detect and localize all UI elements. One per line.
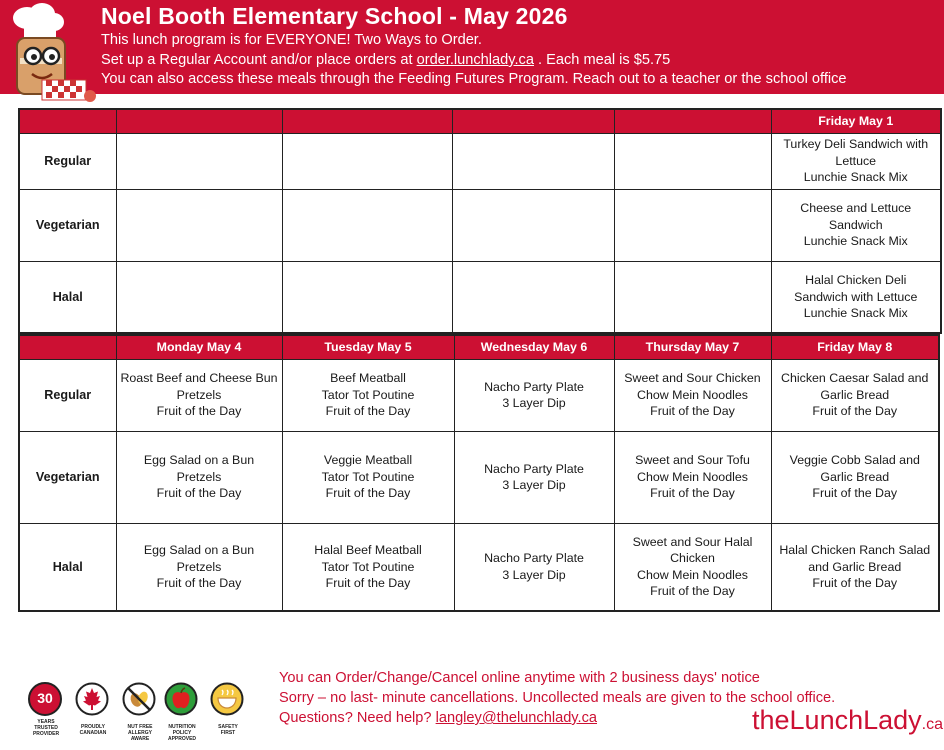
meal-item: Fruit of the Day xyxy=(325,404,411,419)
meal-item: 3 Layer Dip xyxy=(502,478,566,492)
meal-item: Fruit of the Day xyxy=(650,584,735,599)
brand-logo xyxy=(752,705,943,736)
meal-item: 3 Layer Dip xyxy=(502,396,566,410)
badge-caption: CANADIAN xyxy=(79,730,107,736)
week1-row-regular xyxy=(19,133,941,189)
badge-proudly-canadian xyxy=(75,682,111,736)
week1-header-row xyxy=(19,109,941,133)
meal-item: Fruit of the Day xyxy=(325,576,411,590)
meal-item: Chicken xyxy=(670,551,715,566)
week2-menu-table xyxy=(18,334,940,612)
row-label: Vegetarian xyxy=(19,431,116,523)
row-label: Vegetarian xyxy=(19,189,116,261)
row-label: Halal xyxy=(19,261,116,333)
meal-item: Lunchie Snack Mix xyxy=(803,170,908,185)
week1-row-halal xyxy=(19,261,941,333)
meal-item: Beef Meatball xyxy=(330,371,406,386)
meal-cell xyxy=(771,431,939,523)
meal-item: Egg Salad on a Bun xyxy=(143,543,255,557)
meal-item: Cheese and Lettuce xyxy=(800,201,912,216)
meal-item: Fruit of the Day xyxy=(650,404,735,419)
meal-cell xyxy=(614,431,771,523)
certification-badges xyxy=(28,682,248,744)
week1-day-header xyxy=(116,109,282,133)
badge-nutrition-policy xyxy=(164,682,200,742)
badge-caption: APPROVED xyxy=(167,736,197,742)
meal-item: Veggie Cobb Salad and xyxy=(789,453,920,468)
badge-nut-free xyxy=(122,682,158,742)
row-label: Regular xyxy=(19,359,116,431)
meal-cell xyxy=(771,261,941,333)
week1-corner-cell xyxy=(19,109,116,133)
week2-corner-cell xyxy=(19,335,116,359)
meal-cell xyxy=(116,261,282,333)
meal-item: Chow Mein Noodles xyxy=(637,469,748,484)
badge-caption: FIRST xyxy=(220,730,236,736)
meal-cell xyxy=(116,431,282,523)
meal-cell xyxy=(771,133,941,189)
meal-item: Fruit of the Day xyxy=(812,404,898,419)
help-prefix: Questions? Need help? xyxy=(279,710,436,726)
meal-cell xyxy=(282,133,452,189)
brand-tld: .ca xyxy=(921,716,943,733)
badge-caption: PROVIDER xyxy=(32,731,60,737)
badge-caption: PROUDLY xyxy=(81,724,105,730)
meal-cell xyxy=(452,189,614,261)
row-label: Regular xyxy=(19,133,116,189)
maple-leaf-icon xyxy=(75,682,109,716)
header-banner xyxy=(0,0,944,94)
week2-day-header: Thursday May 7 xyxy=(614,335,771,359)
meal-item: and Garlic Bread xyxy=(808,559,902,574)
badge-number: 30 xyxy=(37,690,53,706)
meal-item: Fruit of the Day xyxy=(156,576,242,590)
badge-caption: ALLERGY xyxy=(128,730,152,736)
badge-caption: SAFETY xyxy=(218,724,238,730)
meal-cell xyxy=(454,359,614,431)
apple-icon xyxy=(164,682,198,716)
week2-row-vegetarian xyxy=(19,431,939,523)
meal-cell xyxy=(116,359,282,431)
page-title: Noel Booth Elementary School - May 2026 xyxy=(101,3,568,29)
meal-item: Lunchie Snack Mix xyxy=(803,234,908,249)
meal-cell xyxy=(771,189,941,261)
meal-item: Lunchie Snack Mix xyxy=(803,306,908,320)
badge-caption: YEARS xyxy=(37,719,55,725)
meal-cell xyxy=(614,133,771,189)
safety-bowl-icon xyxy=(210,682,244,716)
badge-caption: NUTRITION xyxy=(168,724,196,730)
meal-cell xyxy=(282,431,454,523)
meal-item: 3 Layer Dip xyxy=(502,567,566,582)
meal-cell xyxy=(771,359,939,431)
meal-item: Tator Tot Poutine xyxy=(321,469,415,484)
meal-cell xyxy=(614,261,771,333)
meal-item: Fruit of the Day xyxy=(156,404,242,419)
meal-item: Sweet and Sour Tofu xyxy=(635,453,750,468)
meal-cell xyxy=(614,359,771,431)
nut-free-icon xyxy=(122,682,156,716)
week1-day-header xyxy=(282,109,452,133)
meal-item: Pretzels xyxy=(176,559,222,574)
meal-item: Pretzels xyxy=(176,469,222,484)
meal-item: Sandwich xyxy=(828,217,883,232)
meal-item: Chicken Caesar Salad and xyxy=(781,371,929,386)
thirty-years-icon xyxy=(28,682,62,716)
meal-cell xyxy=(282,261,452,333)
order-change-notice: You can Order/Change/Cancel online anytime with 2 business days' notice xyxy=(279,670,760,686)
meal-item: Tator Tot Poutine xyxy=(321,387,415,402)
meal-cell xyxy=(454,431,614,523)
meal-item: Egg Salad on a Bun xyxy=(143,453,255,468)
meal-item: Sweet and Sour Halal xyxy=(632,534,753,549)
week2-row-halal xyxy=(19,523,939,611)
meal-item: Sandwich with Lettuce xyxy=(794,289,918,304)
meal-item: Pretzels xyxy=(176,387,222,402)
meal-cell xyxy=(614,523,771,611)
row-label: Halal xyxy=(19,523,116,611)
week1-row-vegetarian xyxy=(19,189,941,261)
meal-cell xyxy=(116,189,282,261)
meal-item: Halal Chicken Deli xyxy=(805,273,907,287)
meal-item: Veggie Meatball xyxy=(323,453,413,468)
order-instructions-prefix: Set up a Regular Account and/or place orders at xyxy=(101,52,417,68)
meal-item: Chow Mein Noodles xyxy=(637,387,748,402)
badge-caption: NUT FREE xyxy=(127,724,153,730)
week1-day-header xyxy=(614,109,771,133)
meal-item: Nacho Party Plate xyxy=(484,379,584,394)
meal-item: Turkey Deli Sandwich with xyxy=(783,137,929,152)
order-link[interactable]: order.lunchlady.ca xyxy=(416,52,534,68)
meal-cell xyxy=(282,359,454,431)
meal-item: Fruit of the Day xyxy=(650,486,735,501)
meal-cell xyxy=(452,133,614,189)
cancellation-policy: Sorry – no last- minute cancellations. Uncollected meals are given to the school office. xyxy=(279,690,836,706)
week2-day-header: Wednesday May 6 xyxy=(454,335,614,359)
week2-day-header: Friday May 8 xyxy=(771,335,939,359)
meal-item: Lettuce xyxy=(835,153,877,168)
help-contact xyxy=(279,710,597,726)
meal-item: Nacho Party Plate xyxy=(484,551,584,566)
badge-caption: AWARE xyxy=(130,736,150,742)
meal-cell xyxy=(116,133,282,189)
badge-trusted-provider xyxy=(28,682,64,737)
week1-day-header: Friday May 1 xyxy=(771,109,941,133)
badge-caption: TRUSTED xyxy=(34,725,58,731)
program-intro: This lunch program is for EVERYONE! Two Ways to Order. xyxy=(101,32,482,48)
meal-cell xyxy=(771,523,939,611)
meal-item: Garlic Bread xyxy=(820,469,890,484)
week2-row-regular xyxy=(19,359,939,431)
meal-item: Fruit of the Day xyxy=(812,576,898,590)
week1-menu-table xyxy=(18,108,942,334)
meal-price: . Each meal is $5.75 xyxy=(533,52,671,68)
badge-safety-first xyxy=(210,682,246,736)
badge-caption: POLICY xyxy=(172,730,192,736)
week2-day-header: Tuesday May 5 xyxy=(282,335,454,359)
meal-item: Roast Beef and Cheese Bun xyxy=(120,371,278,386)
meal-item: Nacho Party Plate xyxy=(484,461,584,476)
meal-item: Chow Mein Noodles xyxy=(637,567,748,582)
meal-item: Garlic Bread xyxy=(820,387,890,402)
meal-cell xyxy=(116,523,282,611)
meal-item: Fruit of the Day xyxy=(156,486,242,501)
meal-cell xyxy=(452,261,614,333)
meal-item: Halal Chicken Ranch Salad xyxy=(779,543,931,557)
meal-item: Sweet and Sour Chicken xyxy=(624,371,761,386)
brand-name: theLunchLady xyxy=(752,705,922,735)
chef-mascot-icon xyxy=(0,0,104,108)
meal-item: Fruit of the Day xyxy=(812,486,898,501)
meal-item: Halal Beef Meatball xyxy=(314,543,422,557)
week1-day-header xyxy=(452,109,614,133)
order-instructions xyxy=(101,52,670,68)
week2-day-header: Monday May 4 xyxy=(116,335,282,359)
week2-header-row xyxy=(19,335,939,359)
meal-cell xyxy=(454,523,614,611)
meal-item: Fruit of the Day xyxy=(325,486,411,501)
meal-item: Tator Tot Poutine xyxy=(321,559,415,574)
meal-cell xyxy=(282,189,452,261)
support-email-link[interactable]: langley@thelunchlady.ca xyxy=(435,710,597,726)
feeding-futures-note: You can also access these meals through the Feeding Futures Program. Reach out to a teacher or the school office xyxy=(101,71,847,87)
meal-cell xyxy=(614,189,771,261)
meal-cell xyxy=(282,523,454,611)
